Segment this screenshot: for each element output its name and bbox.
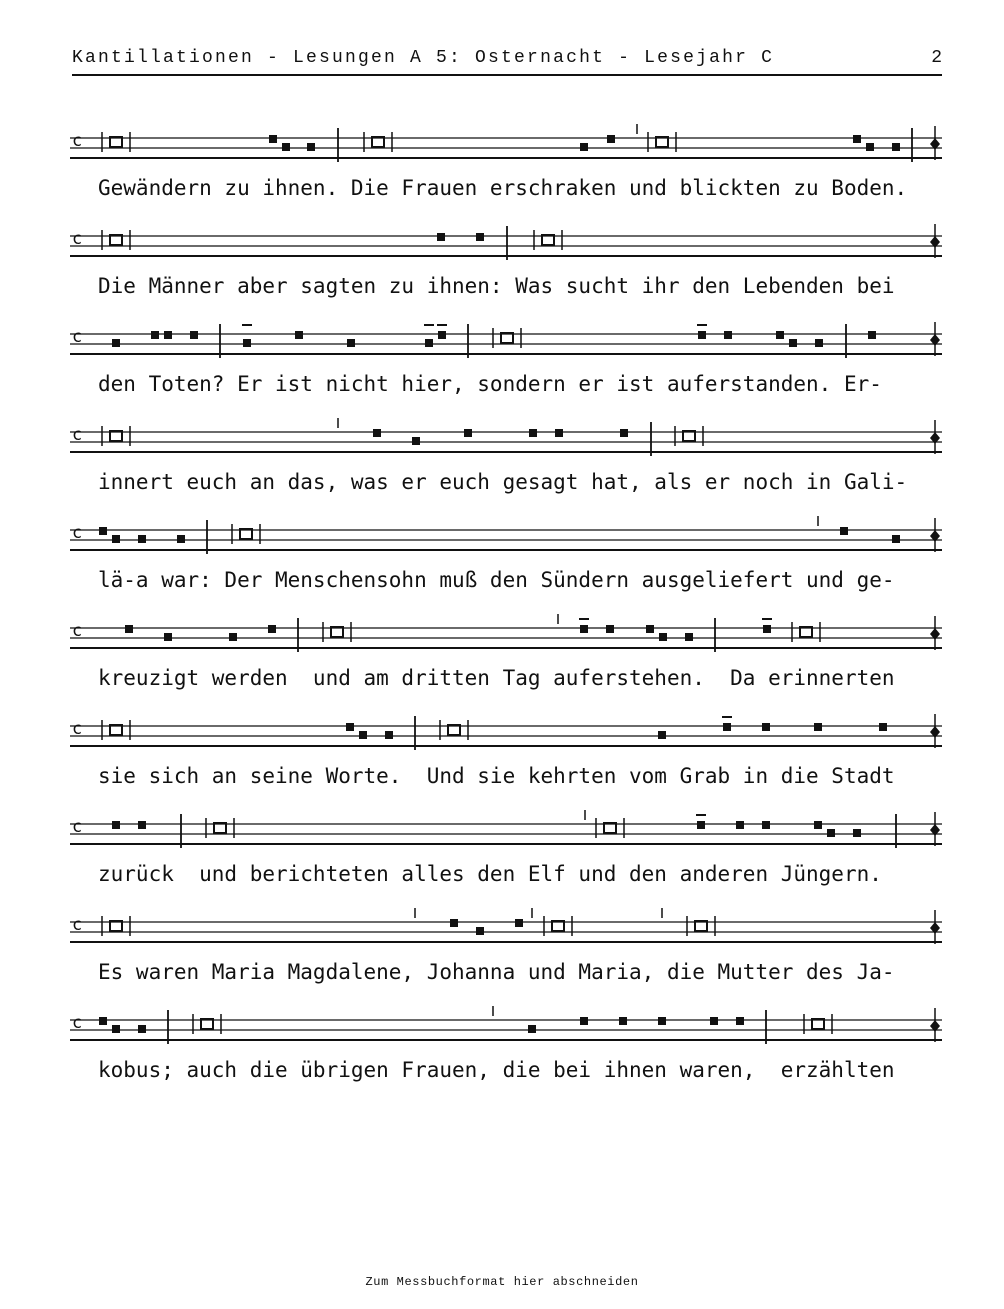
staff xyxy=(70,1010,942,1040)
note-punctum xyxy=(580,625,588,633)
note-punctum xyxy=(658,731,666,739)
chant-staff-svg xyxy=(70,128,942,168)
note-punctum xyxy=(580,143,588,151)
note-punctum xyxy=(736,821,744,829)
note-punctum xyxy=(268,625,276,633)
staff xyxy=(70,520,942,550)
note-punctum xyxy=(243,339,251,347)
staff xyxy=(70,226,942,256)
note-punctum xyxy=(659,633,667,641)
lyric-line: lä-a war: Der Menschensohn muß den Sündern ausgeliefert und ge- xyxy=(98,568,895,592)
staff xyxy=(70,912,942,942)
staff xyxy=(70,422,942,452)
note-punctum xyxy=(580,1017,588,1025)
note-punctum xyxy=(853,135,861,143)
note-punctum xyxy=(138,1025,146,1033)
note-punctum xyxy=(868,331,876,339)
note-punctum xyxy=(450,919,458,927)
lyric-line: zurück und berichteten alles den Elf und den anderen Jüngern. xyxy=(98,862,882,886)
note-punctum xyxy=(814,723,822,731)
note-punctum xyxy=(646,625,654,633)
note-punctum xyxy=(762,723,770,731)
note-punctum xyxy=(164,331,172,339)
staff xyxy=(70,716,942,746)
note-punctum xyxy=(437,233,445,241)
chant-staff-svg xyxy=(70,912,942,952)
lyric-line: Die Männer aber sagten zu ihnen: Was sucht ihr den Lebenden bei xyxy=(98,274,895,298)
c-clef-icon: c xyxy=(72,131,83,151)
c-clef-icon: c xyxy=(72,817,83,837)
chant-staff-svg xyxy=(70,1010,942,1050)
note-punctum xyxy=(710,1017,718,1025)
page-number: 2 xyxy=(931,48,942,68)
c-clef-icon: c xyxy=(72,523,83,543)
c-clef-icon: c xyxy=(72,229,83,249)
note-punctum xyxy=(125,625,133,633)
header-title: Kantillationen - Lesungen A 5: Osternacht - Lesejahr C xyxy=(72,48,775,68)
note-punctum xyxy=(438,331,446,339)
lyric-line: innert euch an das, was er euch gesagt hat, als er noch in Gali- xyxy=(98,470,908,494)
note-punctum xyxy=(425,339,433,347)
staff xyxy=(70,128,942,158)
c-clef-icon: c xyxy=(72,915,83,935)
note-punctum xyxy=(606,625,614,633)
note-punctum xyxy=(476,233,484,241)
note-punctum xyxy=(190,331,198,339)
note-punctum xyxy=(177,535,185,543)
note-punctum xyxy=(373,429,381,437)
note-punctum xyxy=(412,437,420,445)
note-punctum xyxy=(776,331,784,339)
note-punctum xyxy=(529,429,537,437)
note-punctum xyxy=(476,927,484,935)
cut-line-note: Zum Messbuchformat hier abschneiden xyxy=(365,1275,639,1289)
note-punctum xyxy=(698,331,706,339)
note-punctum xyxy=(528,1025,536,1033)
note-punctum xyxy=(112,535,120,543)
note-punctum xyxy=(555,429,563,437)
chant-staff-svg xyxy=(70,324,942,364)
chant-staff-svg xyxy=(70,226,942,266)
c-clef-icon: c xyxy=(72,327,83,347)
note-punctum xyxy=(112,821,120,829)
lyric-line: kreuzigt werden und am dritten Tag auferstehen. Da erinnerten xyxy=(98,666,895,690)
chant-staff-svg xyxy=(70,422,942,462)
c-clef-icon: c xyxy=(72,719,83,739)
note-punctum xyxy=(347,339,355,347)
note-punctum xyxy=(815,339,823,347)
note-punctum xyxy=(607,135,615,143)
note-punctum xyxy=(515,919,523,927)
note-punctum xyxy=(658,1017,666,1025)
note-punctum xyxy=(724,331,732,339)
staff xyxy=(70,618,942,648)
note-punctum xyxy=(840,527,848,535)
note-punctum xyxy=(763,625,771,633)
note-punctum xyxy=(697,821,705,829)
lyric-line: Gewändern zu ihnen. Die Frauen erschraken und blickten zu Boden. xyxy=(98,176,908,200)
note-punctum xyxy=(282,143,290,151)
note-punctum xyxy=(814,821,822,829)
note-punctum xyxy=(866,143,874,151)
note-punctum xyxy=(359,731,367,739)
page-header xyxy=(72,48,942,76)
lyric-line: sie sich an seine Worte. Und sie kehrten vom Grab in die Stadt xyxy=(98,764,895,788)
chant-staff-svg xyxy=(70,618,942,658)
note-punctum xyxy=(620,429,628,437)
note-punctum xyxy=(789,339,797,347)
note-punctum xyxy=(164,633,172,641)
lyric-line: den Toten? Er ist nicht hier, sondern er ist auferstanden. Er- xyxy=(98,372,882,396)
note-punctum xyxy=(151,331,159,339)
chant-staff-svg xyxy=(70,520,942,560)
chant-staff-svg xyxy=(70,814,942,854)
note-punctum xyxy=(112,339,120,347)
note-punctum xyxy=(138,535,146,543)
note-punctum xyxy=(346,723,354,731)
lyric-line: Es waren Maria Magdalene, Johanna und Maria, die Mutter des Ja- xyxy=(98,960,895,984)
note-punctum xyxy=(229,633,237,641)
note-punctum xyxy=(269,135,277,143)
staff xyxy=(70,324,942,354)
c-clef-icon: c xyxy=(72,425,83,445)
note-punctum xyxy=(723,723,731,731)
note-punctum xyxy=(827,829,835,837)
note-punctum xyxy=(892,143,900,151)
staff xyxy=(70,814,942,844)
note-punctum xyxy=(619,1017,627,1025)
note-punctum xyxy=(307,143,315,151)
note-punctum xyxy=(892,535,900,543)
c-clef-icon: c xyxy=(72,621,83,641)
note-punctum xyxy=(99,527,107,535)
note-punctum xyxy=(99,1017,107,1025)
c-clef-icon: c xyxy=(72,1013,83,1033)
note-punctum xyxy=(138,821,146,829)
note-punctum xyxy=(736,1017,744,1025)
lyric-line: kobus; auch die übrigen Frauen, die bei ihnen waren, erzählten xyxy=(98,1058,895,1082)
chant-staff-svg xyxy=(70,716,942,756)
note-punctum xyxy=(879,723,887,731)
note-punctum xyxy=(464,429,472,437)
note-punctum xyxy=(385,731,393,739)
note-punctum xyxy=(853,829,861,837)
note-punctum xyxy=(295,331,303,339)
note-punctum xyxy=(762,821,770,829)
note-punctum xyxy=(685,633,693,641)
note-punctum xyxy=(112,1025,120,1033)
